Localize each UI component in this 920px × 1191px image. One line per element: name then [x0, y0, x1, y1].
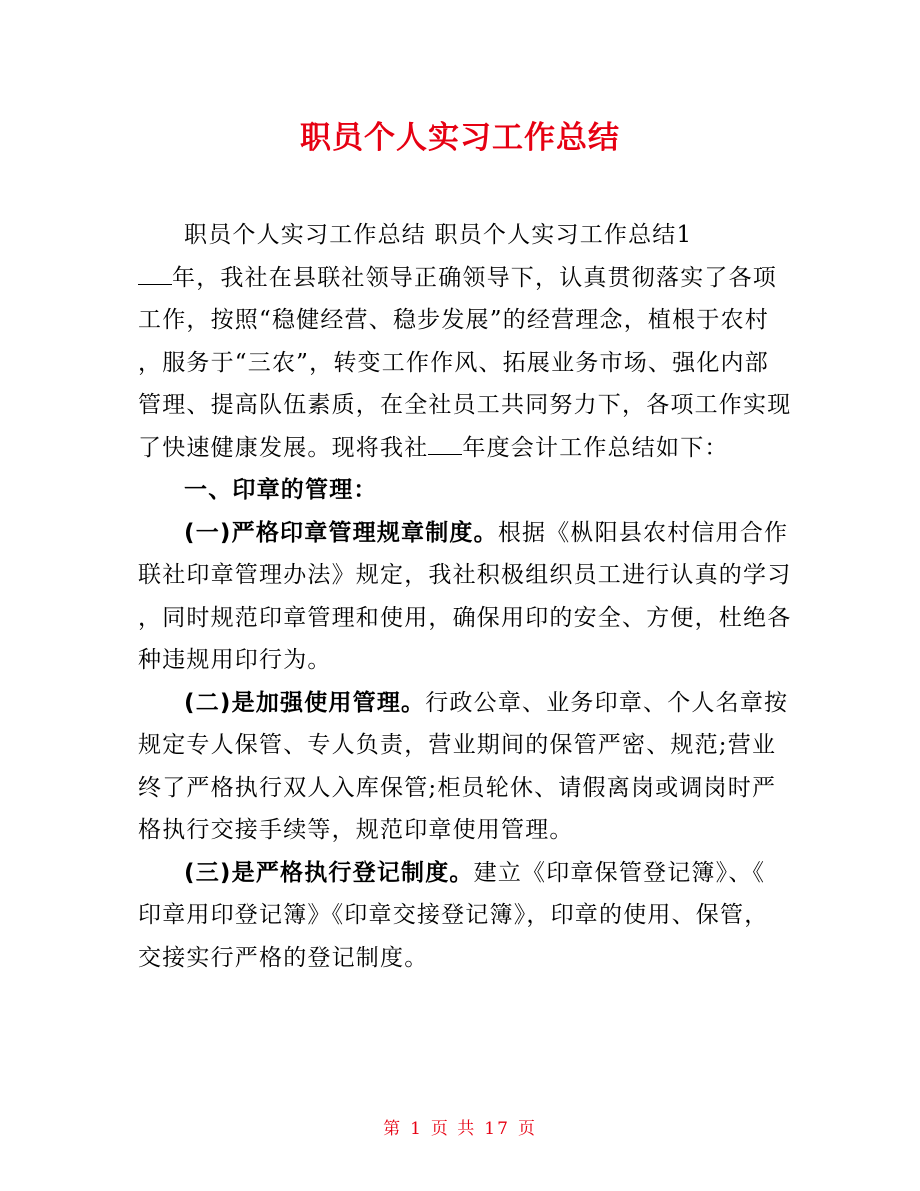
footer-suffix: 页	[517, 1119, 537, 1139]
item1-line3: ，同时规范印章管理和使用，确保用印的安全、方便，杜绝各	[138, 604, 792, 631]
intro-line: 职员个人实习工作总结 职员个人实习工作总结1	[184, 222, 693, 248]
item1-line1-text: 根据《枞阳县农村信用合作	[497, 519, 789, 546]
para1-line3: ，服务于“三农”，转变工作作风、拓展业务市场、强化内部	[138, 349, 769, 376]
para1-line1-text: 年，我社在县联社领导正确领导下，认真贯彻落实了各项	[172, 264, 777, 291]
item2-line1-text: 行政公章、业务印章、个人名章按	[425, 689, 789, 716]
item3-line3: 交接实行严格的登记制度。	[138, 944, 429, 971]
document-title: 职员个人实习工作总结	[300, 120, 620, 156]
section1-heading: 一、印章的管理：	[184, 477, 378, 503]
item1-line4: 种违规用印行为。	[138, 647, 332, 673]
footer-prefix: 第	[383, 1119, 403, 1139]
blank-underline	[138, 266, 172, 285]
item2-line1	[138, 682, 788, 725]
footer-middle: 页 共	[430, 1119, 477, 1139]
item3-line1	[138, 852, 788, 895]
footer-total-pages: 17	[484, 1119, 510, 1139]
item1-line1	[138, 512, 788, 555]
para1-line2: 工作，按照“稳健经营、稳步发展”的经营理念，植根于农村	[138, 307, 769, 333]
document-body	[138, 214, 792, 979]
item3-heading: (三)是严格执行登记制度。	[184, 859, 474, 886]
blank-underline	[428, 436, 462, 455]
item2-line2: 规定专人保管、专人负责，营业期间的保管严密、规范;营业	[138, 732, 777, 758]
item3-line1-text: 建立《印章保管登记簿》、《	[473, 859, 766, 886]
item2-heading: (二)是加强使用管理。	[184, 689, 426, 716]
para1-line4: 管理、提高队伍素质，在全社员工共同努力下，各项工作实现	[138, 392, 792, 418]
para1-line5-text-a: 了快速健康发展。现将我社	[138, 434, 429, 461]
item3-line2: 印章用印登记簿》《印章交接登记簿》，印章的使用、保管，	[138, 902, 769, 928]
page-footer	[0, 1114, 920, 1139]
item2-line4: 格执行交接手续等，规范印章使用管理。	[138, 817, 574, 843]
item2-line3: 终了严格执行双人入库保管;柜员轮休、请假离岗或调岗时严	[138, 774, 777, 801]
footer-page-number: 1	[410, 1119, 423, 1139]
para1-line5-text-b: 年度会计工作总结如下：	[462, 434, 729, 461]
para1-line1	[138, 257, 788, 300]
para1-line5	[138, 427, 788, 470]
item1-heading: (一)严格印章管理规章制度。	[184, 519, 498, 546]
item1-line2: 联社印章管理办法》规定，我社积极组织员工进行认真的学习	[138, 562, 792, 588]
